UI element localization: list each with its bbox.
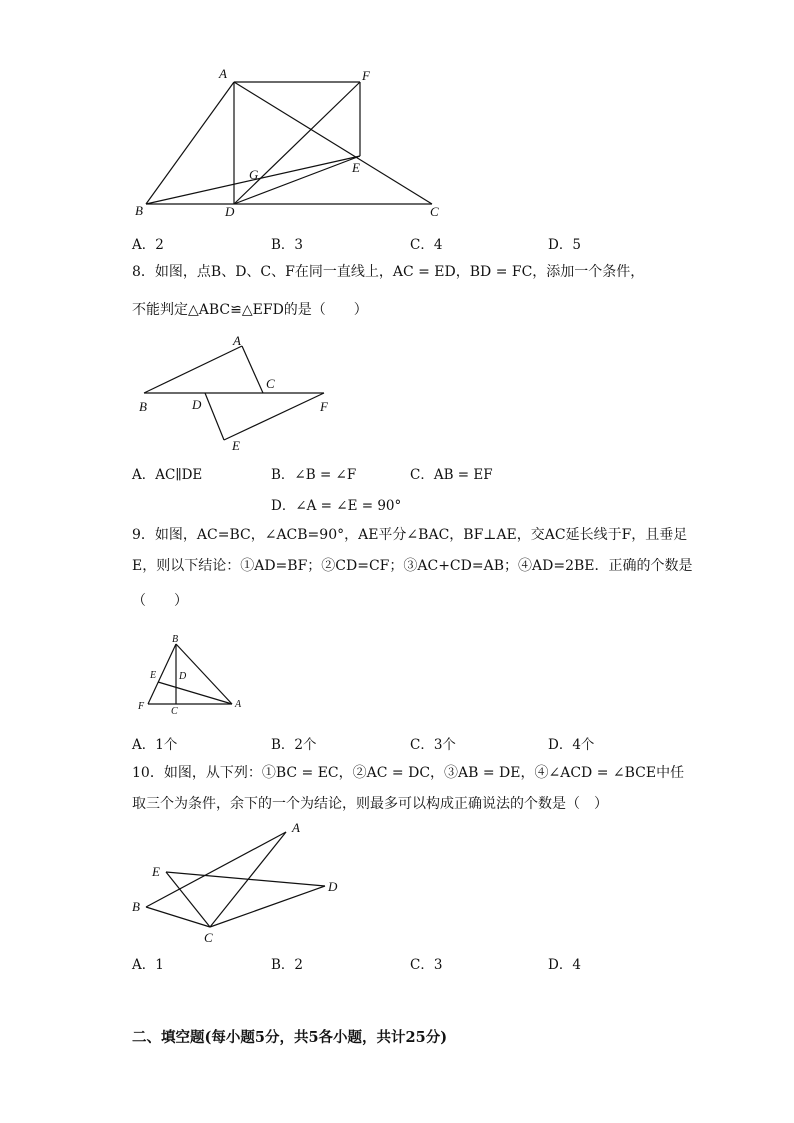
label-F: F — [362, 68, 370, 83]
seg-BA — [146, 832, 286, 907]
q7-option-b: B．3 — [271, 237, 304, 253]
q9-option-d: D．4个 — [548, 737, 595, 753]
q8-option-d: D．∠A = ∠E = 90° — [271, 498, 402, 514]
q8-option-c: C．AB = EF — [410, 467, 493, 483]
q8-option-b: B．∠B = ∠F — [271, 467, 357, 483]
label-D: D — [179, 671, 187, 682]
label-B: B — [172, 634, 179, 645]
label-G: G — [249, 167, 259, 182]
figure-q10 — [0, 815, 794, 950]
label-D: D — [328, 879, 338, 894]
q7-option-a: A．2 — [132, 237, 164, 253]
q7-option-d: D．5 — [548, 237, 581, 253]
q9-option-b: B．2个 — [271, 737, 317, 753]
q10-option-c: C．3 — [410, 957, 443, 973]
label-C: C — [171, 706, 178, 717]
label-A: A — [292, 820, 300, 835]
figure-q9 — [0, 630, 794, 720]
label-C: C — [266, 376, 275, 391]
q10-option-a: A．1 — [132, 957, 164, 973]
label-A: A — [233, 333, 241, 348]
seg-EC — [166, 872, 210, 927]
label-A: A — [235, 699, 242, 710]
label-B: B — [135, 203, 143, 218]
seg-EF — [224, 393, 324, 440]
label-C: C — [430, 204, 439, 219]
seg-DE — [205, 393, 224, 440]
label-A: A — [219, 66, 227, 81]
q8-stem-line1: 8．如图，点B、D、C、F在同一直线上，AC = ED，BD = FC，添加一个条件， — [132, 264, 645, 280]
label-E: E — [152, 864, 160, 879]
figure-q8 — [0, 320, 794, 460]
q10-option-d: D．4 — [548, 957, 581, 973]
seg-BA — [144, 346, 242, 393]
label-F: F — [138, 701, 145, 712]
figure-q7 — [0, 0, 794, 230]
q10-stem-line1: 10．如图，从下列：①BC = EC，②AC = DC，③AB = DE，④∠ACD = ∠BCE中任 — [132, 765, 685, 781]
label-F: F — [320, 399, 328, 414]
q8-option-a: A．AC∥DE — [132, 467, 203, 483]
q7-option-c: C．4 — [410, 237, 443, 253]
seg-AC — [242, 346, 263, 393]
section-title-fill-in: 二、填空题(每小题5分，共5各小题，共计25分) — [132, 1029, 448, 1046]
label-D: D — [192, 397, 202, 412]
label-C: C — [204, 930, 213, 945]
label-B: B — [139, 399, 147, 414]
q9-stem-line2: E，则以下结论：①AD=BF；②CD=CF；③AC+CD=AB；④AD=2BE．正确的个数是 — [132, 558, 693, 574]
q9-option-a: A．1个 — [132, 737, 178, 753]
q10-option-b: B．2 — [271, 957, 304, 973]
q9-option-c: C．3个 — [410, 737, 456, 753]
label-E: E — [232, 438, 240, 453]
label-E: E — [352, 160, 360, 175]
label-B: B — [132, 899, 140, 914]
seg-AB — [146, 82, 234, 204]
label-E: E — [150, 670, 157, 681]
q9-stem-line3: （ ） — [132, 593, 188, 609]
q8-stem-line2: 不能判定△ABC≌△EFD的是（ ） — [132, 302, 368, 318]
seg-AC — [234, 82, 432, 204]
label-D: D — [225, 204, 235, 219]
q10-stem-line2: 取三个为条件，余下的一个为结论，则最多可以构成正确说法的个数是（ ） — [132, 796, 608, 812]
seg-CD — [210, 886, 325, 927]
seg-EA — [158, 682, 232, 704]
q9-stem-line1: 9．如图，AC=BC，∠ACB=90°，AE平分∠BAC，BF⊥AE，交AC延长线于F，且垂足 — [132, 527, 688, 543]
seg-DF — [234, 82, 360, 204]
seg-BC — [146, 907, 210, 927]
